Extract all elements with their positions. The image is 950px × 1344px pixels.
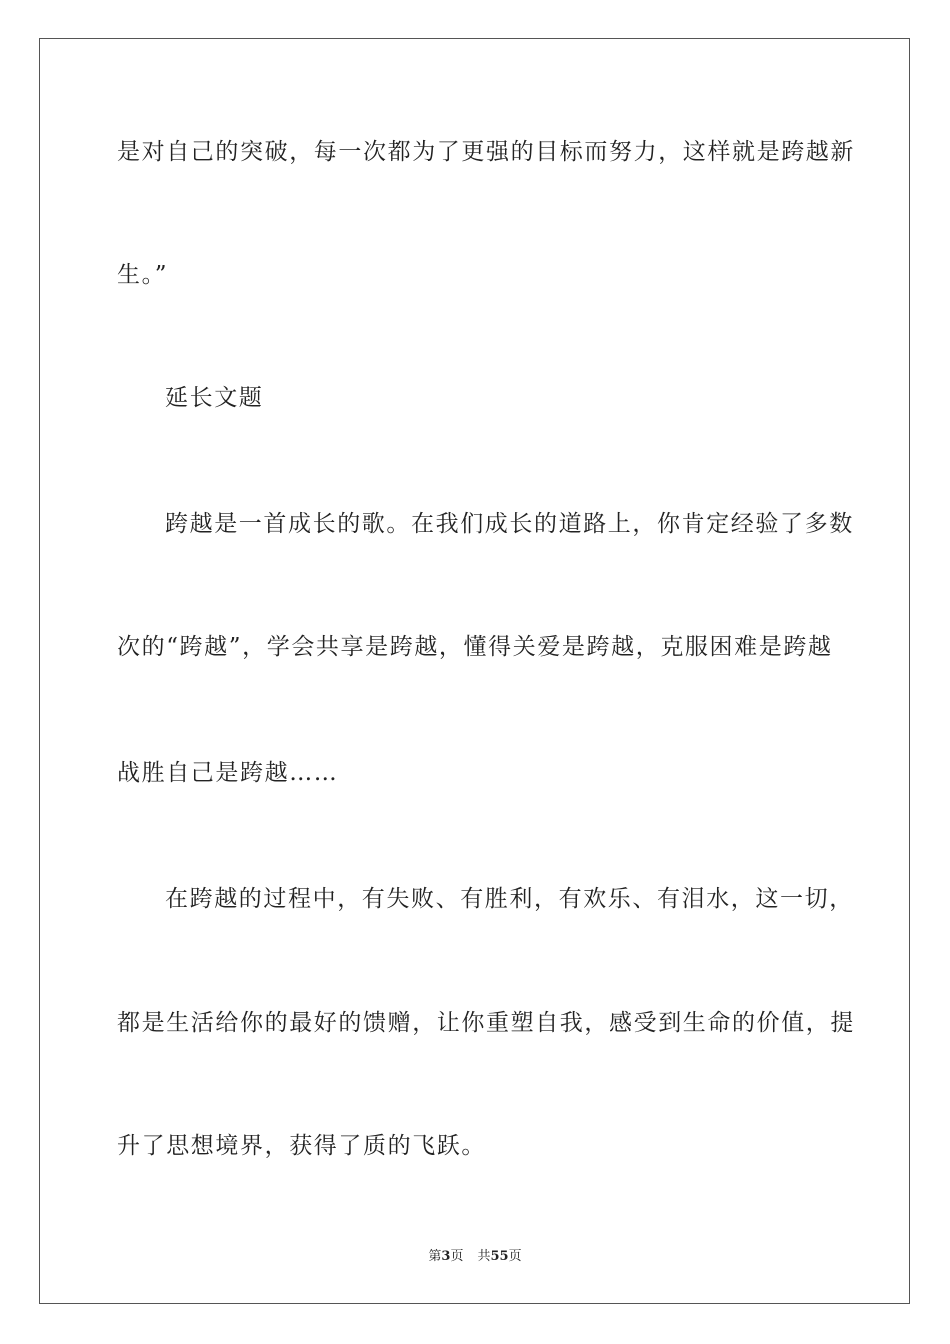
paragraph-first-line: 在跨越的过程中，有失败、有胜利，有欢乐、有泪水，这一切， xyxy=(165,886,854,912)
page-label-suffix: 页 xyxy=(450,1249,464,1264)
total-label-prefix: 共 xyxy=(477,1249,491,1264)
page-border xyxy=(39,38,910,1304)
text-line: 次的“跨越”，学会共享是跨越，懂得关爱是跨越，克服困难是跨越 xyxy=(117,634,833,660)
page-label-prefix: 第 xyxy=(428,1249,442,1264)
section-heading: 延长文题 xyxy=(165,385,264,411)
text-line: 生。” xyxy=(117,262,169,288)
text-line: 升了思想境界，获得了质的飞跃。 xyxy=(117,1133,486,1159)
text-line: 都是生活给你的最好的馈赠，让你重塑自我，感受到生命的价值，提 xyxy=(117,1010,855,1036)
text-line: 战胜自己是跨越…… xyxy=(117,760,339,786)
text-line: 是对自己的突破，每一次都为了更强的目标而努力，这样就是跨越新 xyxy=(117,139,855,165)
page-footer xyxy=(0,1248,950,1266)
paragraph-first-line: 跨越是一首成长的歌。在我们成长的道路上，你肯定经验了多数 xyxy=(165,511,854,537)
total-pages: 55 xyxy=(490,1249,509,1264)
page-number: 3 xyxy=(441,1249,451,1264)
total-label-suffix: 页 xyxy=(508,1249,522,1264)
